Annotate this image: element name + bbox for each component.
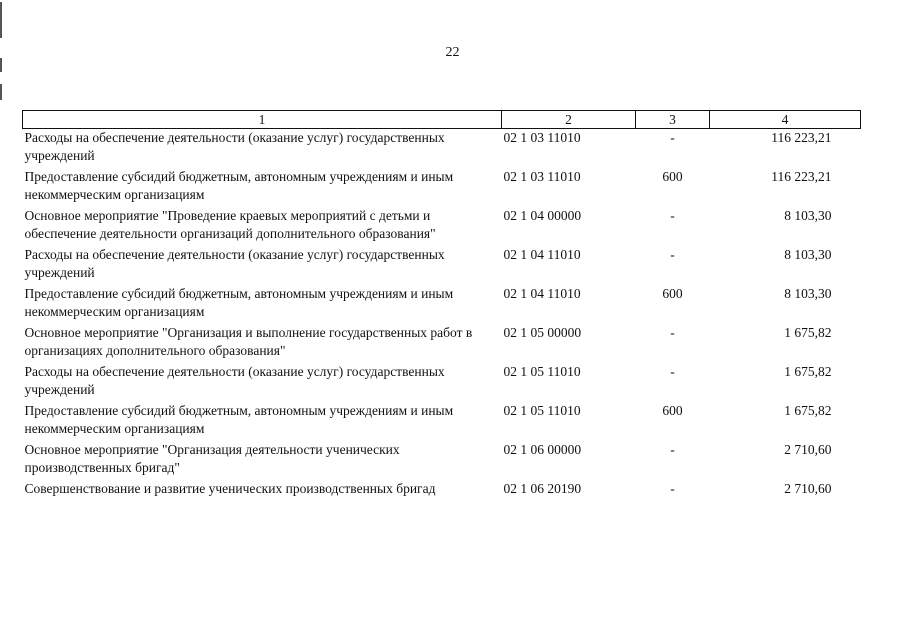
row-amount: 8 103,30 [784,247,832,262]
row-code: 02 1 04 00000 [503,208,582,223]
row-code: 02 1 05 11010 [503,403,581,418]
row-amount: 1 675,82 [784,403,832,418]
table-body [23,129,861,502]
row-expense-type: - [670,442,675,457]
row-name: Расходы на обеспечение деятельности (оказание услуг) государственных учреждений [24,247,445,280]
row-code: 02 1 04 11010 [503,247,581,262]
row-expense-type: 600 [662,286,683,301]
row-expense-type: - [670,364,675,379]
budget-table [22,110,861,501]
table-row [23,402,861,441]
row-name: Предоставление субсидий бюджетным, автономным учреждениям и иным некоммерческим организациям [24,403,454,436]
row-amount: 8 103,30 [784,208,832,223]
table-row [23,168,861,207]
row-code: 02 1 06 00000 [503,442,582,457]
table-header [23,111,861,129]
row-expense-type: - [670,208,675,223]
row-name: Основное мероприятие "Организация и выполнение государственных работ в организациях дополнительного образования" [24,325,473,358]
table-row [23,324,861,363]
row-name: Основное мероприятие "Проведение краевых мероприятий с детьми и обеспечение деятельности организаций дополнительного образования" [24,208,436,241]
row-expense-type: - [670,481,675,496]
row-expense-type: - [670,130,675,145]
row-code: 02 1 04 11010 [503,286,581,301]
row-amount: 116 223,21 [771,130,832,145]
row-code: 02 1 05 11010 [503,364,581,379]
row-amount: 116 223,21 [771,169,832,184]
header-col-1: 1 [23,111,502,129]
row-expense-type: 600 [662,403,683,418]
table-row [23,285,861,324]
scan-edge-mark [0,2,2,38]
row-name: Расходы на обеспечение деятельности (оказание услуг) государственных учреждений [24,130,445,163]
row-amount: 2 710,60 [784,442,832,457]
row-name: Совершенствование и развитие ученических производственных бригад [24,481,436,496]
row-amount: 1 675,82 [784,325,832,340]
scan-edge-mark [0,84,2,100]
header-col-4: 4 [710,111,861,129]
row-expense-type: 600 [662,169,683,184]
row-amount: 8 103,30 [784,286,832,301]
row-code: 02 1 06 20190 [503,481,582,496]
table-row [23,441,861,480]
header-col-2: 2 [502,111,636,129]
row-name: Основное мероприятие "Организация деятельности ученических производственных бригад" [24,442,400,475]
row-name: Предоставление субсидий бюджетным, автономным учреждениям и иным некоммерческим организациям [24,286,454,319]
row-name: Расходы на обеспечение деятельности (оказание услуг) государственных учреждений [24,364,445,397]
header-row [23,111,861,129]
row-expense-type: - [670,325,675,340]
row-code: 02 1 05 00000 [503,325,582,340]
page-number: 22 [445,45,460,60]
table-row [23,207,861,246]
table-row [23,480,861,501]
table-row [23,246,861,285]
header-col-3: 3 [636,111,710,129]
row-expense-type: - [670,247,675,262]
table-row [23,129,861,169]
row-code: 02 1 03 11010 [503,169,581,184]
row-code: 02 1 03 11010 [503,130,581,145]
table-row [23,363,861,402]
row-amount: 1 675,82 [784,364,832,379]
row-amount: 2 710,60 [784,481,832,496]
row-name: Предоставление субсидий бюджетным, автономным учреждениям и иным некоммерческим организациям [24,169,454,202]
